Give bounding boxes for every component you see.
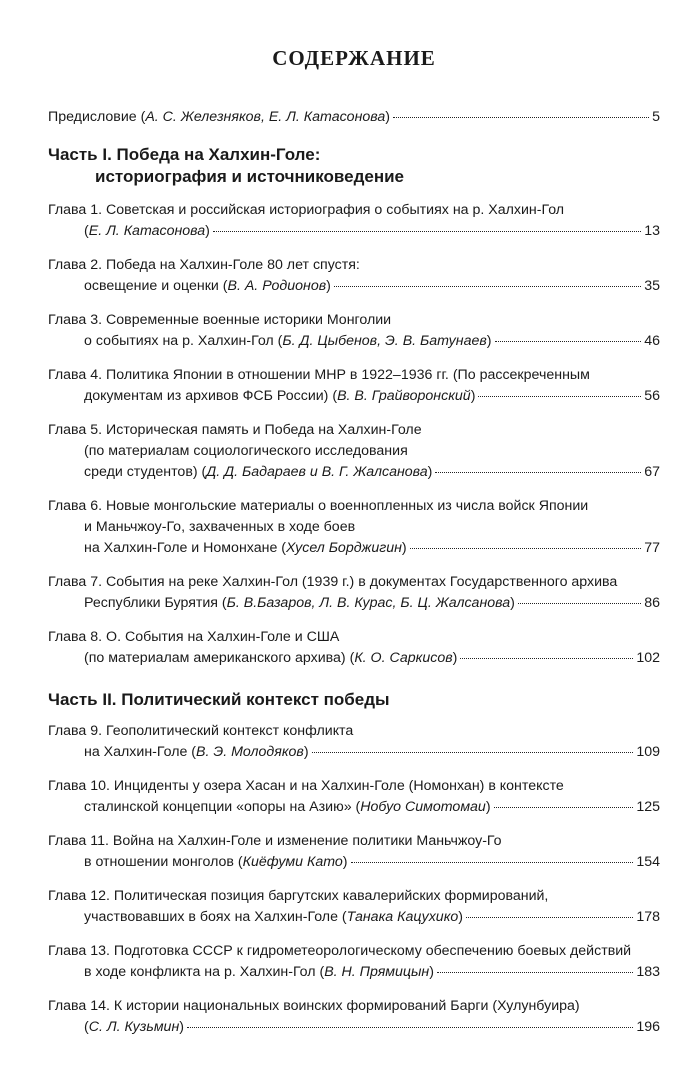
paren-close: ) (427, 464, 433, 480)
entry-label: Предисловие (48, 109, 137, 125)
page-number: 67 (644, 464, 660, 480)
entry-authors: Киёфуми Като (242, 854, 343, 870)
entry-authors: В. В. Грайворонский (337, 388, 471, 404)
part-heading-line: историография и источниковедение (95, 167, 404, 186)
entry-line: и Маньчжоу-Го, захваченных в ходе боев (84, 519, 356, 535)
page-number: 86 (644, 595, 660, 611)
dot-leader (312, 751, 634, 753)
entry-line: в ходе конфликта на р. Халхин-Гол ( (84, 964, 325, 980)
paren-close: ) (470, 388, 476, 404)
toc-entry-chapter[interactable] (48, 886, 660, 928)
entry-authors: Нобуо Симотомаи (360, 799, 486, 815)
paren-close: ) (385, 109, 390, 125)
dot-leader (351, 861, 634, 863)
toc-entry-chapter[interactable] (48, 831, 660, 873)
entry-line: Глава 12. Политическая позиция баргутских кавалерийских формирований, (48, 888, 549, 904)
paren-close: ) (485, 799, 491, 815)
dot-leader (334, 285, 641, 287)
dot-leader (460, 657, 633, 659)
toc-page (48, 0, 660, 1038)
entry-authors: К. О. Саркисов (354, 650, 453, 666)
dot-leader (213, 230, 641, 232)
entry-line: (по материалам американского архива) ( (84, 650, 355, 666)
entry-line: (по материалам социологического исследования (84, 443, 408, 459)
entry-line: Глава 11. Война на Халхин-Голе и изменение политики Маньчжоу-Го (48, 833, 502, 849)
entry-authors: Д. Д. Бадараев и В. Г. Жалсанова (206, 464, 428, 480)
dot-leader (435, 471, 641, 473)
paren-close: ) (179, 1019, 184, 1035)
entry-authors: А. С. Железняков, Е. Л. Катасонова (145, 109, 386, 125)
page-number: 56 (644, 388, 660, 404)
paren-close: ) (510, 595, 515, 611)
entry-line: ( (84, 1019, 89, 1035)
paren-close: ) (458, 909, 464, 925)
entry-line: среди студентов) ( (84, 464, 207, 480)
part-heading-1 (48, 144, 660, 188)
paren-close: ) (401, 540, 407, 556)
toc-entry-chapter[interactable] (48, 200, 660, 242)
entry-line: Глава 8. О. События на Халхин-Голе и США (48, 629, 340, 645)
page-number: 46 (644, 333, 660, 349)
part-heading-line: Часть I. Победа на Халхин-Голе: (48, 145, 321, 164)
page-number: 5 (652, 109, 660, 125)
toc-entry-chapter[interactable] (48, 627, 660, 669)
paren-close: ) (486, 333, 492, 349)
paren-close: ) (452, 650, 458, 666)
entry-line: Глава 6. Новые монгольские материалы о военнопленных из числа войск Японии (48, 498, 589, 514)
part1-chapter-list (48, 200, 660, 669)
page-number: 125 (636, 799, 660, 815)
entry-line: Глава 1. Советская и российская историография о событиях на р. Халхин-Гол (48, 202, 565, 218)
page-number: 77 (644, 540, 660, 556)
toc-entry-chapter[interactable] (48, 996, 660, 1038)
entry-line: о событиях на р. Халхин-Гол ( (84, 333, 283, 349)
page-number: 102 (636, 650, 660, 666)
paren-open: ( (136, 109, 146, 125)
page-number: 196 (636, 1019, 660, 1035)
entry-authors: Хусел Борджигин (286, 540, 402, 556)
paren-close: ) (429, 964, 434, 980)
entry-line: Глава 10. Инциденты у озера Хасан и на Халхин-Голе (Номонхан) в контексте (48, 778, 564, 794)
entry-authors: Б. В.Базаров, Л. В. Курас, Б. Ц. Жалсанова (226, 595, 511, 611)
entry-line: Глава 13. Подготовка СССР к гидрометеорологическому обеспечению боевых действий (48, 943, 632, 959)
dot-leader (410, 547, 642, 549)
toc-entry-chapter[interactable] (48, 255, 660, 297)
entry-line: ( (84, 223, 89, 239)
part-heading-line: Часть II. Политический контекст победы (48, 690, 390, 709)
dot-leader (495, 340, 642, 342)
entry-line: сталинской концепции «опоры на Азию» ( (84, 799, 361, 815)
entry-authors: Танака Кацухико (346, 909, 459, 925)
entry-line: участвовавших в боях на Халхин-Голе ( (84, 909, 347, 925)
entry-line: на Халхин-Голе ( (84, 744, 197, 760)
dot-leader (393, 116, 649, 118)
paren-close: ) (342, 854, 348, 870)
entry-authors: В. Э. Молодяков (196, 744, 304, 760)
entry-line: Глава 4. Политика Японии в отношении МНР в 1922–1936 гг. (По рассекреченным (48, 367, 590, 383)
page-number: 35 (644, 278, 660, 294)
entry-line: Глава 14. К истории национальных воинских формирований Барги (Хулунбуира) (48, 998, 580, 1014)
entry-line: освещение и оценки ( (84, 278, 228, 294)
toc-entry-chapter[interactable] (48, 420, 660, 483)
entry-line: Глава 2. Победа на Халхин-Голе 80 лет спустя: (48, 257, 360, 273)
entry-line: Глава 9. Геополитический контекст конфликта (48, 723, 354, 739)
entry-authors: Е. Л. Катасонова (88, 223, 206, 239)
toc-entry-chapter[interactable] (48, 776, 660, 818)
page-number: 109 (636, 744, 660, 760)
entry-authors: В. Н. Прямицын (324, 964, 430, 980)
toc-entry-chapter[interactable] (48, 572, 660, 614)
page-number: 178 (636, 909, 660, 925)
toc-entry-preface[interactable] (48, 107, 660, 128)
dot-leader (466, 916, 633, 918)
toc-entry-chapter[interactable] (48, 941, 660, 983)
dot-leader (494, 806, 634, 808)
dot-leader (187, 1026, 633, 1028)
page-number: 13 (644, 223, 660, 239)
page-number: 154 (636, 854, 660, 870)
part-heading-2 (48, 689, 660, 711)
paren-close: ) (326, 278, 331, 294)
entry-line: документам из архивов ФСБ России) ( (84, 388, 338, 404)
entry-line: Глава 7. События на реке Халхин-Гол (1939 г.) в документах Государственного архива (48, 574, 618, 590)
entry-authors: В. А. Родионов (227, 278, 327, 294)
toc-entry-chapter[interactable] (48, 310, 660, 352)
page-number: 183 (636, 964, 660, 980)
dot-leader (478, 395, 641, 397)
toc-entry-chapter[interactable] (48, 496, 660, 559)
entry-line: на Халхин-Голе и Номонхане ( (84, 540, 286, 556)
entry-authors: С. Л. Кузьмин (88, 1019, 180, 1035)
page-title: СОДЕРЖАНИЕ (272, 46, 436, 70)
entry-line: Республики Бурятия ( (84, 595, 227, 611)
toc-entry-chapter[interactable] (48, 365, 660, 407)
entry-line: Глава 3. Современные военные историки Монголии (48, 312, 392, 328)
paren-close: ) (205, 223, 210, 239)
toc-entry-chapter[interactable] (48, 721, 660, 763)
paren-close: ) (303, 744, 309, 760)
entry-authors: Б. Д. Цыбенов, Э. В. Батунаев (282, 333, 487, 349)
part2-chapter-list (48, 721, 660, 1038)
entry-line: в отношении монголов ( (84, 854, 243, 870)
entry-line: Глава 5. Историческая память и Победа на Халхин-Голе (48, 422, 422, 438)
dot-leader (518, 602, 641, 604)
dot-leader (437, 971, 633, 973)
